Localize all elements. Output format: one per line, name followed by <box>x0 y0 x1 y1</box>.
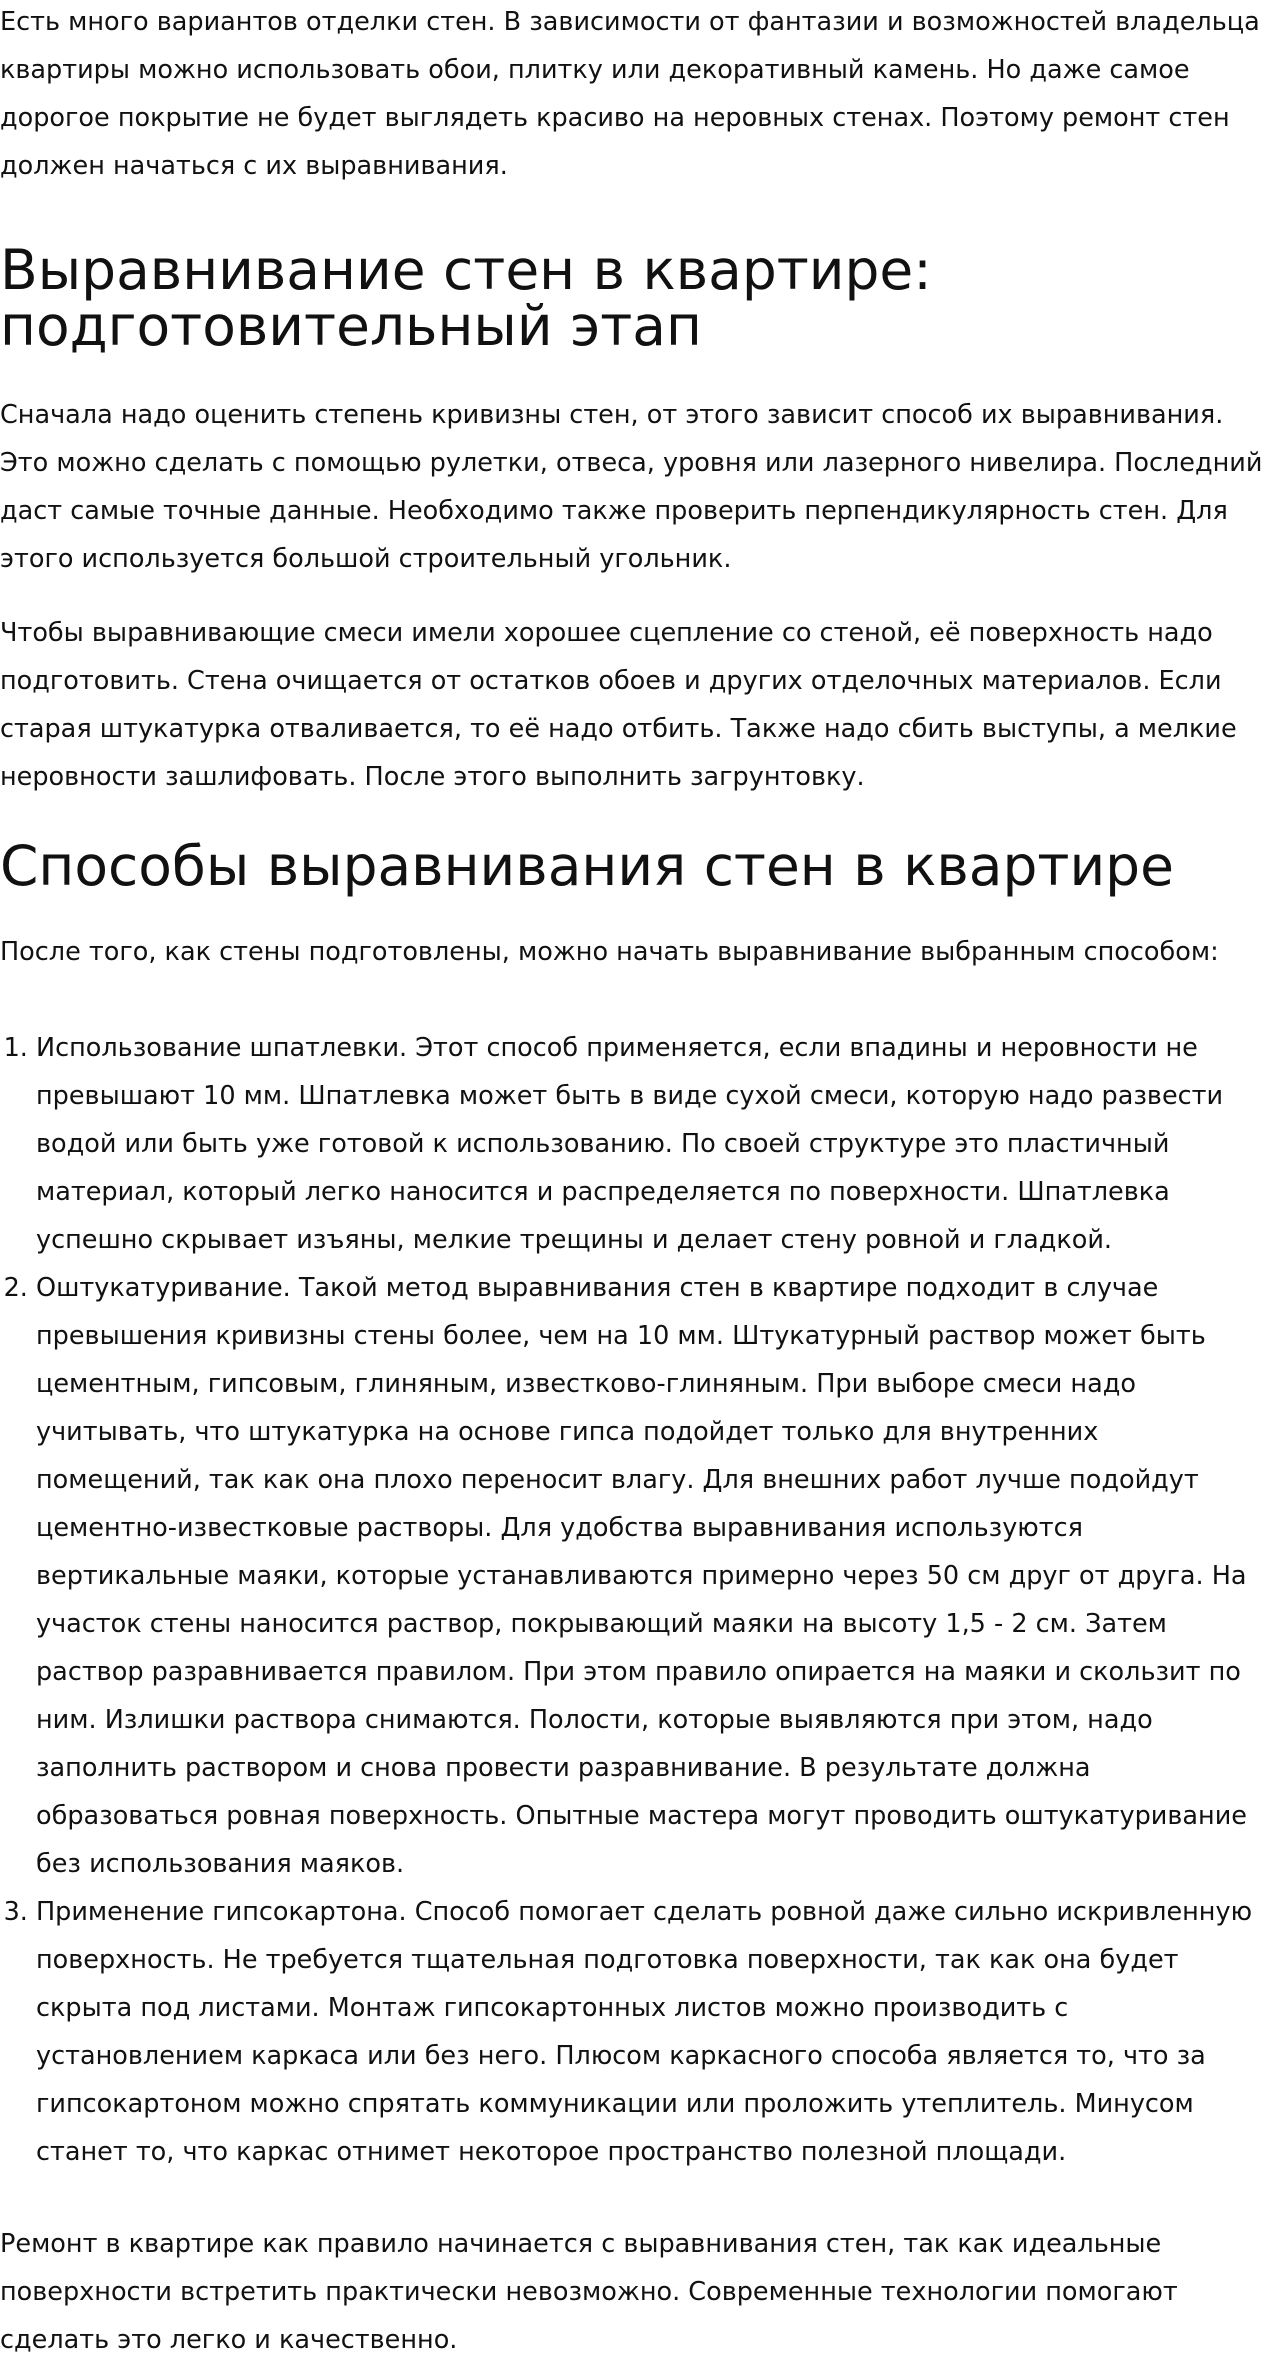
intro-paragraph: Есть много вариантов отделки стен. В зависимости от фантазии и возможностей владельца квартиры можно использовать обои, плитку или декоративный камень. Но даже самое дорогое покрытие не будет выглядеть красиво на неровных стенах. Поэтому ремонт стен должен начаться с их выравнивания. <box>0 7 1260 181</box>
preparation-paragraph-1: Сначала надо оценить степень кривизны стен, от этого зависит способ их выравнивания. Это можно сделать с помощью рулетки, отвеса, уровня или лазерного нивелира. Последний даст самые точные данные. Необходимо также проверить перпендикулярность стен. Для этого используется большой строительный угольник. <box>0 400 1263 574</box>
section-heading-preparation: Выравнивание стен в квартире: подготовительный этап <box>0 238 932 358</box>
list-item-drywall: 3. Применение гипсокартона. Способ помогает сделать ровной даже сильно искривленную поверхность. Не требуется тщательная подготовка поверхности, так как она будет скрыта под листами. Монтаж гипсокартонных листов можно производить с установлением каркаса или без него. Плюсом каркасного способа является то, что за гипсокартоном можно спрятать коммуникации или проложить утеплитель. Минусом станет то, что каркас отнимет некоторое пространство полезной площади. <box>36 1888 1270 2176</box>
list-item-putty: 1. Использование шпатлевки. Этот способ применяется, если впадины и неровности не превышают 10 мм. Шпатлевка может быть в виде сухой смеси, которую надо развести водой или быть уже готовой к использованию. По своей структуре это пластичный материал, который легко наносится и распределяется по поверхности. Шпатлевка успешно скрывает изъяны, мелкие трещины и делает стену ровной и гладкой. <box>36 1024 1270 1264</box>
list-item-plastering: 2. Оштукатуривание. Такой метод выравнивания стен в квартире подходит в случае превышения кривизны стены более, чем на 10 мм. Штукатурный раствор может быть цементным, гипсовым, глиняным, известково-глиняным. При выборе смеси надо учитывать, что штукатурка на основе гипса подойдет только для внутренних помещений, так как она плохо переносит влагу. Для внешних работ лучше подойдут цементно-известковые растворы. Для удобства выравнивания используются вертикальные маяки, которые устанавливаются примерно через 50 см друг от друга. На участок стены наносится раствор, покрывающий маяки на высоту 1,5 - 2 см. Затем раствор разравнивается правилом. При этом правило опирается на маяки и скользит по ним. Излишки раствора снимаются. Полости, которые выявляются при этом, надо заполнить раствором и снова провести разравнивание. В результате должна образоваться ровная поверхность. Опытные мастера могут проводить оштукатуривание без использования маяков. <box>36 1264 1270 1888</box>
conclusion-paragraph: Ремонт в квартире как правило начинается с выравнивания стен, так как идеальные поверхности встретить практически невозможно. Современные технологии помогают сделать это легко и качественно. <box>0 2229 1178 2355</box>
preparation-paragraph-2: Чтобы выравнивающие смеси имели хорошее сцепление со стеной, её поверхность надо подготовить. Стена очищается от остатков обоев и других отделочных материалов. Если старая штукатурка отваливается, то её надо отбить. Также надо сбить выступы, а мелкие неровности зашлифовать. После этого выполнить загрунтовку. <box>0 618 1237 792</box>
section-heading-methods: Способы выравнивания стен в квартире <box>0 834 1174 898</box>
methods-lead-paragraph: После того, как стены подготовлены, можно начать выравнивание выбранным способом: <box>0 937 1219 967</box>
methods-list <box>0 1024 1270 2176</box>
